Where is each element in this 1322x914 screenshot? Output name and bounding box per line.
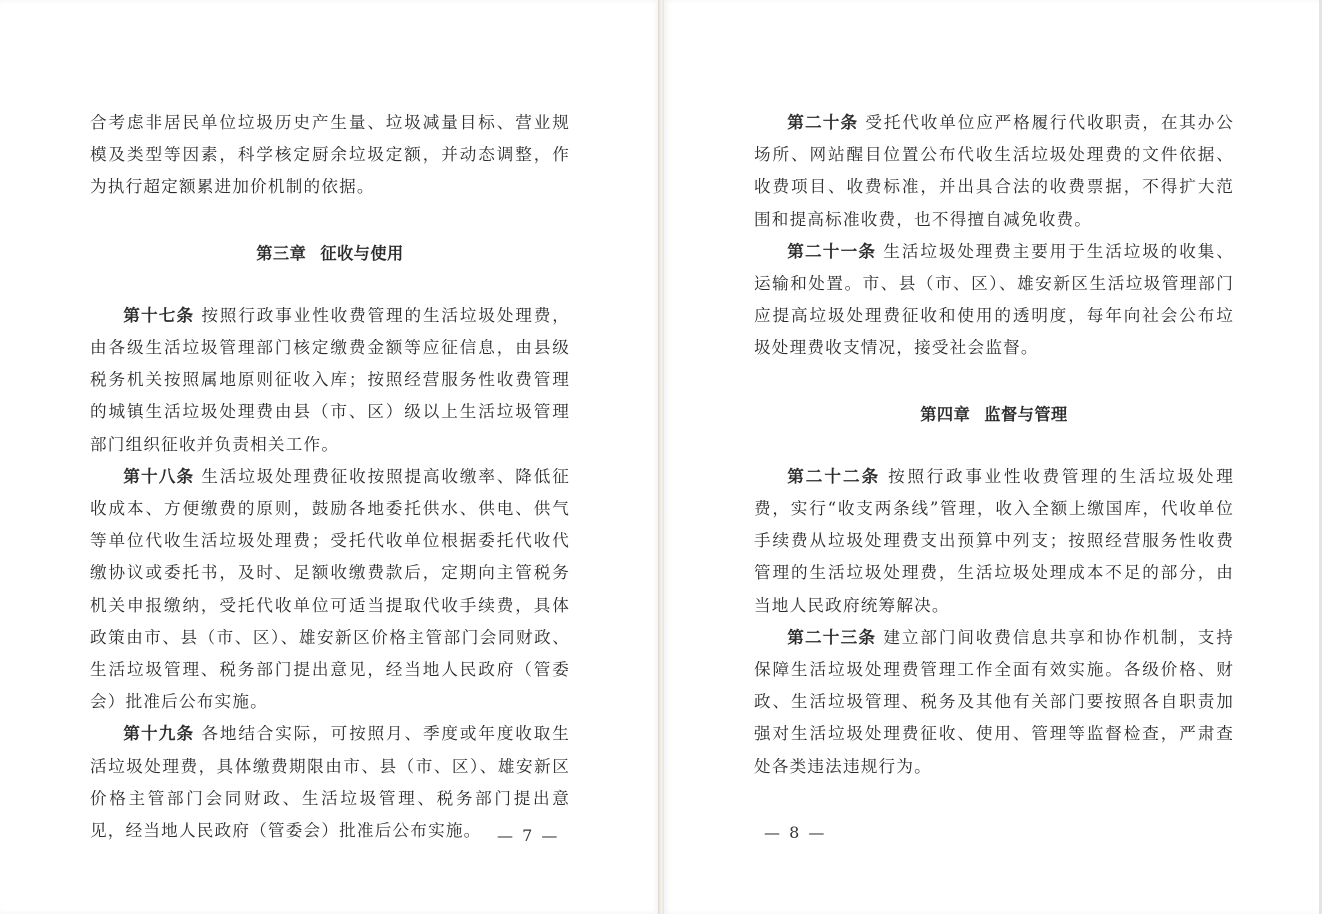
chapter-number: 第四章 <box>920 404 971 424</box>
article-21 <box>754 236 1234 365</box>
chapter-title: 监督与管理 <box>984 404 1068 424</box>
article-label: 第二十二条 <box>787 466 881 486</box>
article-label: 第十七条 <box>123 305 195 325</box>
article-text: 建立部门间收费信息共享和协作机制，支持保障生活垃圾处理费管理工作全面有效实施。各级价格、财政、生活垃圾管理、税务及其他有关部门要按照各自职责加强对生活垃圾处理费征收、使用、管理等监督检查，严肃查处各类违法违规行为。 <box>754 627 1234 776</box>
right-page-body <box>754 107 1234 783</box>
article-text: 各地结合实际，可按照月、季度或年度收取生活垃圾处理费，具体缴费期限由市、县（市、区）、雄安新区价格主管部门会同财政、生活垃圾管理、税务部门提出意见，经当地人民政府（管委会）批准后公布实施。 <box>90 724 571 841</box>
article-20 <box>754 107 1234 236</box>
article-label: 第十九条 <box>123 724 195 744</box>
article-23 <box>754 622 1234 783</box>
article-text: 受托代收单位应严格履行代收职责，在其办公场所、网站醒目位置公布代收生活垃圾处理费的文件依据、收费项目、收费标准，并出具合法的收费票据，不得扩大范围和提高标准收费，也不得擅自减免收费。 <box>754 113 1235 229</box>
article-label: 第二十条 <box>787 113 859 132</box>
article-text: 生活垃圾处理费征收按照提高收缴率、降低征收成本、方便缴费的原则，鼓励各地委托供水、供电、供气等单位代收生活垃圾处理费；受托代收单位根据委托代收代缴协议或委托书，及时、足额收缴费款后，定期向主管税务机关申报缴纳，受托代收单位可适当提取代收手续费，具体政策由市、县（市、区）、雄安新区价格主管部门会同财政、生活垃圾管理、税务部门提出意见，经当地人民政府（管委会）批准后公布实施。 <box>90 466 571 712</box>
article-18 <box>90 461 570 719</box>
chapter-title: 征收与使用 <box>320 243 404 263</box>
article-text: 按照行政事业性收费管理的生活垃圾处理费，由各级生活垃圾管理部门核定缴费金额等应征信息，由县级税务机关按照属地原则征收入库；按照经营服务性收费管理的城镇生活垃圾处理费由县（市、区）级以上生活垃圾管理部门组织征收并负责相关工作。 <box>90 305 571 454</box>
page-number: — 8 — <box>764 823 827 842</box>
continuation-paragraph: 合考虑非居民单位垃圾历史产生量、垃圾减量目标、营业规模及类型等因素，科学核定厨余垃圾定额，并动态调整，作为执行超定额累进加价机制的依据。 <box>90 113 570 197</box>
page-number: — 7 — <box>497 826 560 845</box>
article-label: 第二十一条 <box>787 241 877 261</box>
left-page-body <box>90 107 570 847</box>
chapter-heading <box>90 238 570 270</box>
right-page <box>664 0 1322 914</box>
article-text: 生活垃圾处理费主要用于生活垃圾的收集、运输和处置。市、县（市、区）、雄安新区生活垃圾管理部门应提高垃圾处理费征收和使用的透明度，每年向社会公布垃圾处理费收支情况，接受社会监督。 <box>754 241 1234 358</box>
chapter-heading <box>754 399 1234 431</box>
left-page <box>0 0 660 914</box>
article-22 <box>754 461 1234 622</box>
article-label: 第十八条 <box>123 466 195 486</box>
article-17 <box>90 300 570 461</box>
article-label: 第二十三条 <box>787 627 877 647</box>
article-text: 按照行政事业性收费管理的生活垃圾处理费，实行“收支两条线”管理，收入全额上缴国库，代收单位手续费从垃圾处理费支出预算中列支；按照经营服务性收费管理的生活垃圾处理费，生活垃圾处理成本不足的部分，由当地人民政府统筹解决。 <box>754 466 1234 615</box>
chapter-number: 第三章 <box>256 243 307 263</box>
